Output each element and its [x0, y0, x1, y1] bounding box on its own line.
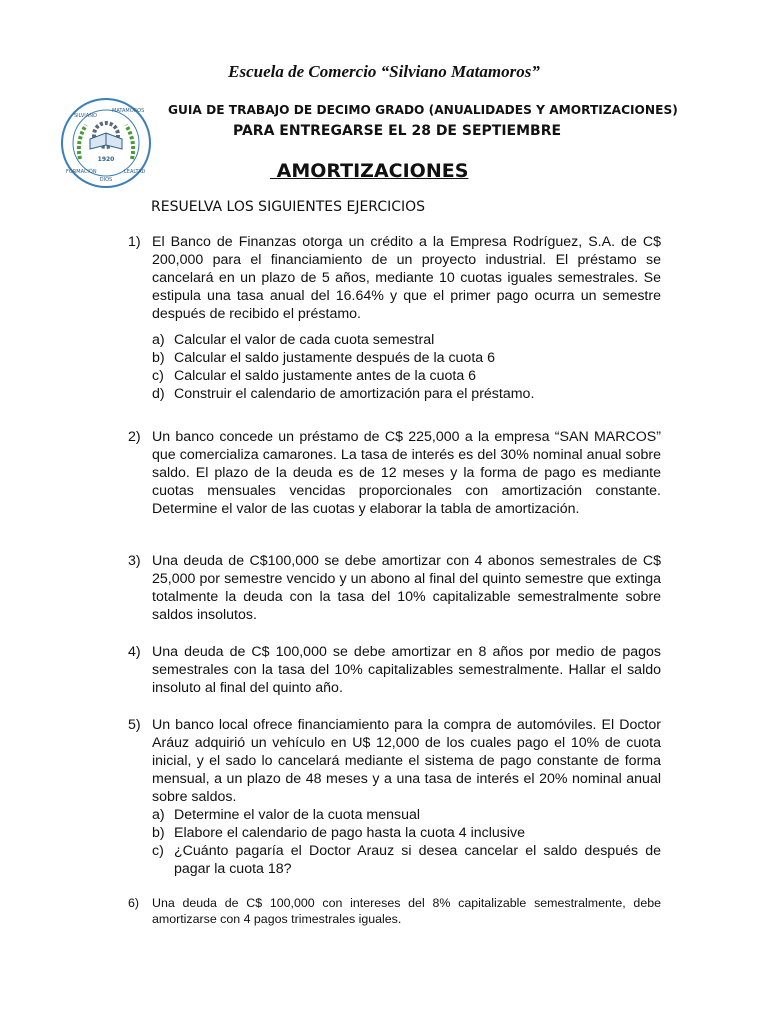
- sub-question: [152, 806, 661, 824]
- logo-year: 1920: [97, 156, 115, 163]
- exercise-number: 4): [128, 644, 141, 660]
- exercise-number: 3): [128, 553, 141, 569]
- sub-text: Elabore el calendario de pago hasta la cuota 4 inclusive: [174, 825, 525, 841]
- exercise-number: 6): [128, 896, 140, 910]
- exercise-5: [128, 716, 661, 878]
- exercise-number: 1): [128, 234, 141, 250]
- sub-text: ¿Cuánto pagaría el Doctor Arauz si desea cancelar el saldo después de pagar la cuota 18?: [174, 843, 661, 877]
- exercise-text: Un banco concede un préstamo de C$ 225,000 a la empresa “SAN MARCOS” que comercializa camarones. La tasa de interés es del 30% nominal anual sobre saldo. El plazo de la deuda es de 12 meses y la forma de pago es mediante cuotas mensuales vencidas proporcionales con amortización constante. Determine el valor de las cuotas y elaborar la tabla de amortización.: [152, 429, 661, 517]
- exercise-1: [128, 233, 661, 403]
- exercise-4: [128, 643, 661, 697]
- exercise-number: 5): [128, 717, 141, 733]
- sub-text: Construir el calendario de amortización para el préstamo.: [174, 386, 535, 402]
- due-date: PARA ENTREGARSE EL 28 DE SEPTIEMBRE: [233, 123, 562, 139]
- exercise-text: Un banco local ofrece financiamiento para la compra de automóviles. El Doctor Aráuz adquirió un vehículo en U$ 12,000 de los cuales pago el 10% de cuota inicial, y el sado lo cancelará mediante el sistema de pago constante de forma mensual, a un plazo de 48 meses y a una tasa de interés el 20% nominal anual sobre saldos.: [152, 717, 661, 805]
- sub-letter: b): [152, 825, 165, 841]
- logo-text-top-left: SILVIANO: [74, 113, 97, 119]
- exercise-text: Una deuda de C$ 100,000 con intereses del 8% capitalizable semestralmente, debe amortizarse con 4 pagos trimestrales iguales.: [152, 896, 661, 926]
- school-name: Escuela de Comercio “Silviano Matamoros”: [228, 62, 540, 81]
- exercise-text: Una deuda de C$100,000 se debe amortizar con 4 abonos semestrales de C$ 25,000 por semestre vencido y un abono al final del quinto semestre que extinga totalmente la deuda con la tasa del 10% capitalizable semestralmente sobre saldos insolutos.: [152, 553, 661, 623]
- sub-question: [152, 367, 661, 385]
- sub-question: [152, 331, 661, 349]
- sub-question-list: [152, 331, 661, 403]
- sub-letter: a): [152, 807, 165, 823]
- logo-text-bottom-right: LEALTAD: [124, 169, 146, 175]
- instruction: RESUELVA LOS SIGUIENTES EJERCICIOS: [151, 199, 426, 215]
- exercise-text: El Banco de Finanzas otorga un crédito a la Empresa Rodríguez, S.A. de C$ 200,000 para el financiamiento de un proyecto industrial. El préstamo se cancelará en un plazo de 5 años, mediante 10 cuotas iguales semestrales. Se estipula una tasa anual del 16.64% y que el primer pago ocurra un semestre después de recibido el préstamo.: [152, 234, 661, 322]
- sub-question-list: [152, 806, 661, 878]
- logo-text-bottom: DIOS: [99, 177, 113, 183]
- sub-question: [152, 385, 661, 403]
- sub-text: Calcular el valor de cada cuota semestral: [174, 332, 435, 348]
- guide-title: GUIA DE TRABAJO DE DECIMO GRADO (ANUALIDADES Y AMORTIZACIONES): [168, 103, 678, 117]
- sub-question: [152, 824, 661, 842]
- sub-letter: a): [152, 332, 165, 348]
- sub-question: [152, 842, 661, 878]
- exercise-text: Una deuda de C$ 100,000 se debe amortizar en 8 años por medio de pagos semestrales con la tasa del 10% capitalizables semestralmente. Hallar el saldo insoluto al final del quinto año.: [152, 644, 661, 696]
- section-title: AMORTIZACIONES: [270, 160, 469, 182]
- sub-text: Determine el valor de la cuota mensual: [174, 807, 421, 823]
- exercise-3: [128, 552, 661, 624]
- logo-text-bottom-left: FORMACIÓN: [66, 169, 97, 175]
- exercise-6: [128, 895, 661, 927]
- sub-text: Calcular el saldo justamente después de la cuota 6: [174, 350, 495, 366]
- sub-text: Calcular el saldo justamente antes de la cuota 6: [174, 368, 477, 384]
- sub-letter: c): [152, 368, 164, 384]
- logo-text-top-right: MATAMOROS: [112, 108, 145, 114]
- exercise-number: 2): [128, 429, 141, 445]
- sub-letter: d): [152, 386, 165, 402]
- sub-letter: c): [152, 843, 164, 859]
- sub-question: [152, 349, 661, 367]
- exercise-2: [128, 428, 661, 518]
- sub-letter: b): [152, 350, 165, 366]
- school-logo: [60, 97, 152, 189]
